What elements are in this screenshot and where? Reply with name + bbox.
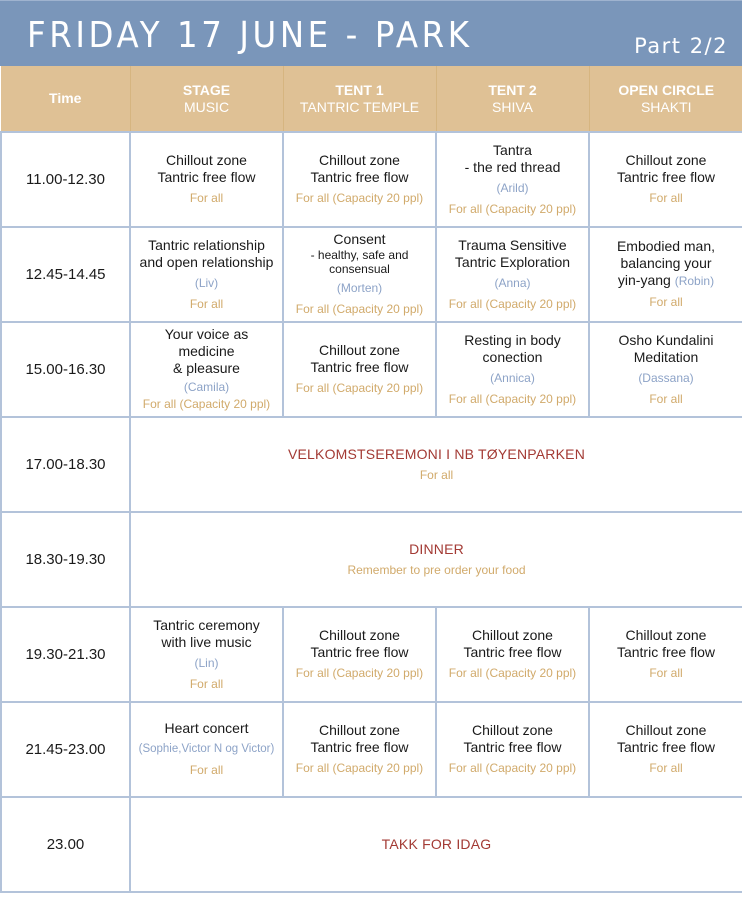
audience-label: For all (Capacity 20 ppl) [448, 296, 577, 311]
audience-label: For all (Capacity 20 ppl) [295, 381, 424, 395]
time-cell: 15.00-16.30 [1, 322, 130, 417]
time-cell: 17.00-18.30 [1, 417, 130, 512]
session-title: Tantric free flow [616, 169, 716, 185]
session-title: Meditation [633, 348, 699, 365]
session-cell [283, 132, 436, 227]
session-title: Tantric free flow [310, 644, 409, 660]
session-cell [130, 702, 283, 797]
host-name: (Liv) [194, 275, 219, 290]
host-name: (Camila) [183, 380, 230, 394]
session-title: Osho Kundalini [618, 331, 714, 348]
schedule-row [1, 132, 742, 227]
session-title: and open relationship [139, 253, 274, 270]
event-title: VELKOMSTSEREMONI I NB TØYENPARKEN [287, 445, 586, 462]
title-bar [0, 0, 742, 66]
page-title: FRIDAY 17 JUNE - PARK [27, 15, 473, 56]
session-title: Chillout zone [472, 722, 553, 738]
session-title: Tantric Exploration [454, 253, 571, 270]
schedule-row [1, 702, 742, 797]
session-subtitle: - healthy, safe and [310, 248, 409, 262]
session-cell [436, 702, 589, 797]
host-name: (Sophie,Victor N og Victor) [138, 743, 275, 755]
session-title: Heart concert [164, 720, 249, 736]
session-title: Chillout zone [166, 152, 247, 168]
schedule-row [1, 322, 742, 417]
session-title: & pleasure [173, 360, 240, 376]
column-title: TENT 2 [488, 81, 537, 98]
audience-label: For all (Capacity 20 ppl) [142, 397, 271, 411]
column-title: Time [49, 90, 82, 106]
session-title: - the red thread [464, 158, 561, 175]
column-subtitle: SHAKTI [640, 98, 692, 115]
session-title: Tantra [493, 141, 532, 158]
session-cell [436, 322, 589, 417]
session-title: Tantric free flow [310, 359, 409, 375]
time-cell: 11.00-12.30 [1, 132, 130, 227]
audience-label: For all [649, 391, 683, 406]
audience-label: For all (Capacity 20 ppl) [295, 666, 424, 680]
audience-label: For all [189, 191, 224, 205]
audience-label: For all (Capacity 20 ppl) [448, 761, 577, 775]
session-cell [436, 227, 589, 322]
session-cell [130, 227, 283, 322]
session-title: Chillout zone [472, 627, 553, 643]
time-cell: 19.30-21.30 [1, 607, 130, 702]
session-title: Your voice as medicine [164, 326, 249, 359]
audience-label: For all [419, 467, 454, 482]
audience-label: For all (Capacity 20 ppl) [448, 391, 577, 406]
column-header-row [1, 66, 742, 132]
audience-label: For all [649, 295, 683, 309]
session-title: Chillout zone [319, 342, 400, 358]
session-title: balancing your [620, 255, 712, 271]
column-header-time [1, 66, 130, 132]
session-title: Tantric free flow [463, 739, 562, 755]
session-title: Tantric free flow [157, 169, 256, 185]
schedule-row-event [1, 512, 742, 607]
part-indicator: Part 2/2 [634, 34, 728, 58]
time-cell: 21.45-23.00 [1, 702, 130, 797]
session-cell [589, 322, 742, 417]
schedule-row-event [1, 417, 742, 512]
schedule-row [1, 227, 742, 322]
session-title: Chillout zone [625, 152, 707, 168]
column-header-open-circle [589, 66, 742, 132]
audience-label: Remember to pre order your food [347, 562, 526, 577]
audience-label: For all [649, 666, 683, 680]
time-cell: 18.30-19.30 [1, 512, 130, 607]
host-name: (Lin) [194, 655, 219, 670]
host-name: (Morten) [336, 281, 383, 295]
event-cell [130, 797, 742, 892]
session-title: with live music [161, 633, 252, 650]
column-header-stage [130, 66, 283, 132]
session-cell [283, 227, 436, 322]
host-name: (Anna) [494, 275, 531, 290]
schedule-table [0, 66, 742, 893]
host-name: (Dassana) [638, 370, 694, 385]
session-title: Chillout zone [319, 722, 400, 738]
audience-label: For all (Capacity 20 ppl) [295, 761, 424, 775]
session-cell [436, 607, 589, 702]
session-title: Embodied man, [616, 238, 716, 254]
session-title: Tantric free flow [463, 644, 562, 660]
event-cell [130, 512, 742, 607]
column-header-tent1 [283, 66, 436, 132]
schedule-row [1, 607, 742, 702]
session-title: Resting in body [464, 331, 561, 348]
session-title: conection [482, 348, 543, 365]
session-cell [130, 607, 283, 702]
session-cell [589, 227, 742, 322]
event-title: TAKK FOR IDAG [381, 836, 492, 852]
audience-label: For all (Capacity 20 ppl) [448, 666, 577, 680]
session-title: Trauma Sensitive [458, 236, 567, 253]
host-name: (Arild) [496, 180, 529, 195]
audience-label: For all (Capacity 20 ppl) [295, 191, 424, 205]
column-subtitle: TANTRIC TEMPLE [299, 98, 420, 115]
session-title: yin-yang [617, 272, 671, 288]
session-cell [283, 702, 436, 797]
session-cell [589, 132, 742, 227]
session-title: Chillout zone [319, 627, 400, 643]
schedule-row-event [1, 797, 742, 892]
audience-label: For all [189, 763, 224, 777]
session-title: Tantric free flow [616, 739, 716, 755]
session-title: Tantric free flow [310, 739, 409, 755]
column-subtitle: MUSIC [183, 98, 230, 115]
audience-label: For all [649, 191, 683, 205]
session-subtitle: consensual [329, 262, 390, 276]
column-title: OPEN CIRCLE [618, 81, 715, 98]
time-cell: 23.00 [1, 797, 130, 892]
host-name: (Annica) [490, 370, 535, 385]
session-title: Chillout zone [319, 152, 400, 168]
audience-label: For all [189, 296, 224, 311]
audience-label: For all (Capacity 20 ppl) [448, 201, 577, 216]
column-header-tent2 [436, 66, 589, 132]
column-subtitle: SHIVA [492, 98, 533, 115]
audience-label: For all [189, 676, 224, 691]
session-cell [283, 607, 436, 702]
audience-label: For all (Capacity 20 ppl) [295, 302, 424, 316]
event-cell [130, 417, 742, 512]
event-title: DINNER [409, 540, 464, 557]
session-title: Chillout zone [625, 722, 707, 738]
session-cell [130, 322, 283, 417]
session-cell [436, 132, 589, 227]
host-name: (Robin) [674, 274, 715, 288]
session-cell [589, 702, 742, 797]
column-title: STAGE [182, 81, 231, 98]
session-title: Consent [333, 231, 386, 247]
audience-label: For all [649, 761, 683, 775]
session-cell [589, 607, 742, 702]
session-title: Tantric free flow [310, 169, 409, 185]
time-cell: 12.45-14.45 [1, 227, 130, 322]
column-title: TENT 1 [335, 81, 384, 98]
session-cell [130, 132, 283, 227]
session-cell [283, 322, 436, 417]
session-title: Chillout zone [625, 627, 707, 643]
session-title: Tantric free flow [616, 644, 716, 660]
session-title: Tantric relationship [148, 236, 265, 253]
session-title: Tantric ceremony [153, 616, 260, 633]
